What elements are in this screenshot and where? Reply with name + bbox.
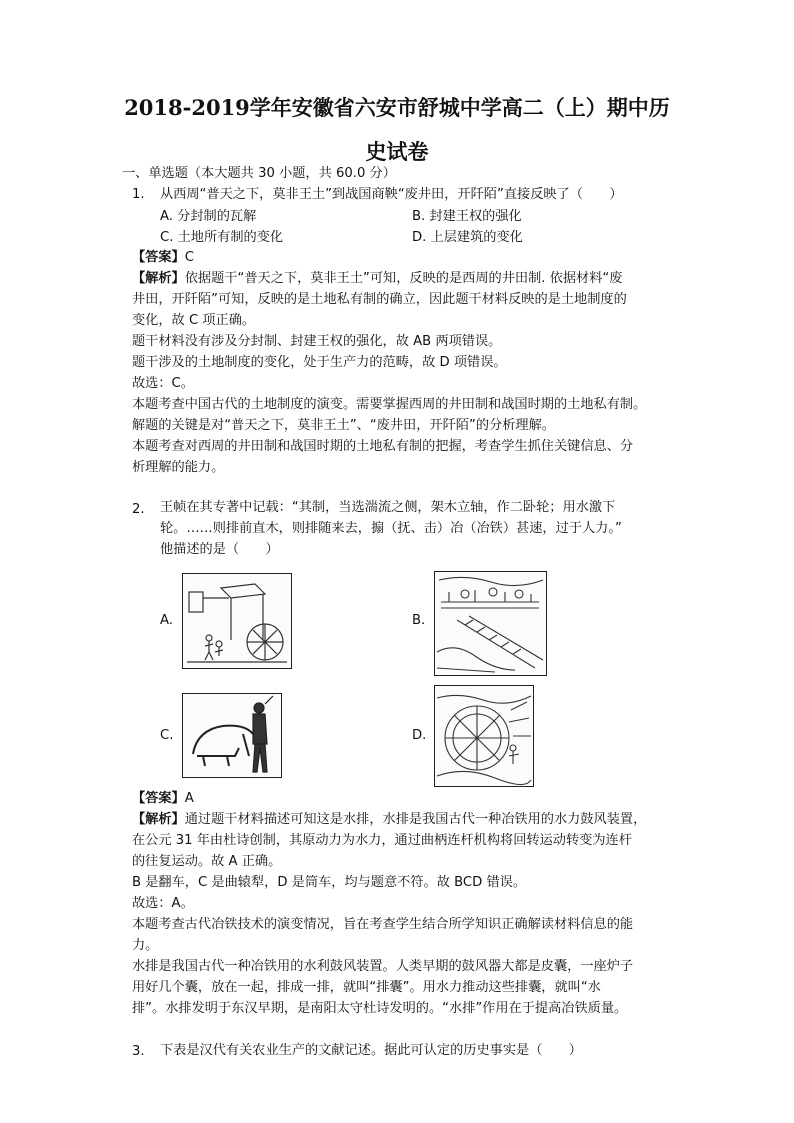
q2-option-a-label[interactable]: A. [160, 613, 173, 628]
q1-answer [132, 247, 194, 268]
q2-analysis-line: 的往复运动。故 A 正确。 [132, 854, 282, 869]
answer-label: 【答案】 [132, 250, 185, 265]
q1-analysis-line: 本题考查对西周的井田制和战国时期的土地私有制的把握，考查学生抓住关键信息、分 [132, 439, 634, 454]
q2-option-d-image[interactable] [434, 685, 534, 787]
q2-stem-line: 他描述的是（ ） [160, 542, 279, 557]
q2-analysis-line: 水排是我国古代一种冶铁用的水利鼓风装置。人类早期的鼓风器大都是皮囊，一座炉子 [132, 959, 634, 974]
q3-stem: 下表是汉代有关农业生产的文献记述。据此可认定的历史事实是（ ） [160, 1043, 582, 1058]
q1-analysis-line: 析理解的能力。 [132, 460, 225, 475]
analysis-label: 【解析】 [132, 271, 185, 286]
q1-analysis-line: 故选：C。 [132, 376, 194, 391]
q2-analysis-line: 排”。水排发明于东汉早期，是南阳太守杜诗发明的。“水排”作用在于提高冶铁质量。 [132, 1001, 628, 1016]
q2-option-c-label[interactable]: C. [160, 728, 174, 743]
q2-number: 2. [132, 502, 145, 517]
q2-stem-line: 王帧在其专著中记载：“其制，当选湍流之侧，架木立轴，作二卧轮；用水激下 [160, 500, 616, 515]
q1-answer-value: C [184, 250, 194, 265]
q2-option-c-image[interactable] [182, 693, 282, 778]
q1-analysis-line: 题干材料没有涉及分封制、封建王权的强化，故 AB 两项错误。 [132, 334, 502, 349]
q2-option-d-label[interactable]: D. [412, 728, 427, 743]
q2-answer-value: A [184, 791, 194, 806]
q1-option-d[interactable]: D. 上层建筑的变化 [412, 230, 523, 245]
q1-analysis-line: 变化，故 C 项正确。 [132, 313, 256, 328]
q2-option-b-image[interactable] [434, 571, 547, 676]
section-heading: 一、单选题（本大题共 30 小题，共 60.0 分） [122, 166, 396, 181]
page-title [60, 86, 734, 174]
q2-analysis-line: 用好几个囊，放在一起，排成一排，就叫“排囊”。用水力推动这些排囊，就叫“水 [132, 980, 601, 995]
analysis-label: 【解析】 [132, 812, 185, 827]
q1-option-c[interactable]: C. 土地所有制的变化 [160, 230, 284, 245]
q1-analysis-line: 井田，开阡陌”可知，反映的是土地私有制的确立，因此题干材料反映的是土地制度的 [132, 292, 627, 307]
q2-analysis-line [132, 809, 646, 830]
answer-label: 【答案】 [132, 791, 185, 806]
q2-analysis-line: 故选：A。 [132, 896, 194, 911]
q2-analysis-line: B 是翻车，C 是曲辕犁，D 是筒车，均与题意不符。故 BCD 错误。 [132, 875, 527, 890]
q1-analysis-line: 题干涉及的土地制度的变化，处于生产力的范畴，故 D 项错误。 [132, 355, 507, 370]
q1-stem: 从西周“普天之下，莫非王土”到战国商鞅“废井田，开阡陌”直接反映了（ ） [160, 187, 623, 202]
q1-analysis-line [132, 268, 622, 289]
q2-analysis-text: 通过题干材料描述可知这是水排，水排是我国古代一种冶铁用的水力鼓风装置， [184, 812, 647, 827]
q2-analysis-line: 力。 [132, 938, 159, 953]
q1-option-b[interactable]: B. 封建王权的强化 [412, 209, 522, 224]
q1-analysis-line: 解题的关键是对“普天之下，莫非王土”、“废井田，开阡陌”的分析理解。 [132, 418, 555, 433]
q2-option-a-image[interactable] [182, 573, 292, 669]
q2-analysis-line: 本题考查古代冶铁技术的演变情况，旨在考查学生结合所学知识正确解读材料信息的能 [132, 917, 634, 932]
q2-analysis-line: 在公元 31 年由杜诗创制，其原动力为水力，通过曲柄连杆机构将回转运动转变为连杆 [132, 833, 632, 848]
q2-option-b-label[interactable]: B. [412, 613, 426, 628]
q2-stem-line: 轮。……则排前直木，则排随来去，搧（抚、击）冶（冶铁）甚速，过于人力。” [160, 521, 622, 536]
q3-number: 3. [132, 1044, 145, 1059]
q2-answer [132, 788, 194, 809]
q1-analysis-text: 依据题干“普天之下，莫非王土”可知，反映的是西周的井田制. 依据材料“废 [184, 271, 623, 286]
title-line-2: 史试卷 [365, 139, 429, 164]
q1-analysis-line: 本题考查中国古代的土地制度的演变。需要掌握西周的井田制和战国时期的土地私有制。 [132, 397, 647, 412]
q1-option-a[interactable]: A. 分封制的瓦解 [160, 209, 257, 224]
q1-number: 1. [132, 187, 145, 202]
title-line-1: 2018-2019学年安徽省六安市舒城中学高二（上）期中历 [124, 95, 670, 120]
